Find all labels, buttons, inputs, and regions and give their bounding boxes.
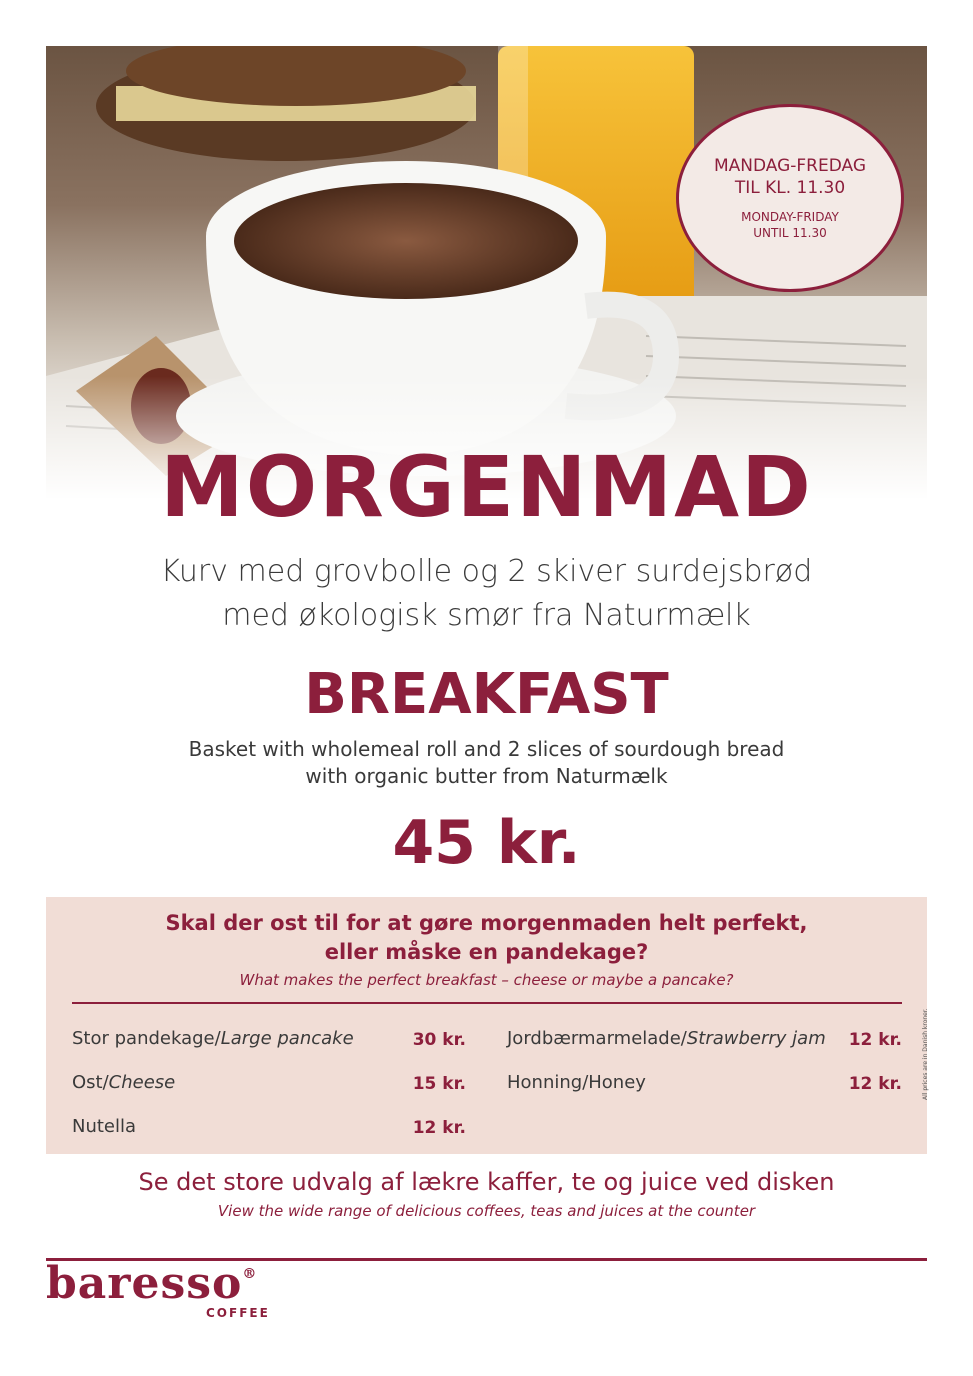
description-da-line2: med økologisk smør fra Naturmælk <box>222 598 751 633</box>
footer-en: View the wide range of delicious coffees, teas and juices at the counter <box>217 1202 756 1220</box>
extra-item-price: 12 kr. <box>848 1030 902 1050</box>
description-en-line1: Basket with wholemeal roll and 2 slices of sourdough bread <box>188 737 785 761</box>
extras-question-da-line2: eller måske en pandekage? <box>324 940 649 964</box>
description-en <box>0 736 973 790</box>
extra-item-honey <box>507 1072 646 1093</box>
extras-panel <box>46 897 927 1154</box>
description-da <box>0 550 973 638</box>
extra-item-name-da: Ost/ <box>72 1072 109 1093</box>
extras-question-da-line1: Skal der ost til for at gøre morgenmaden helt perfekt, <box>165 911 808 935</box>
hours-en-line2: UNTIL 11.30 <box>753 226 827 240</box>
extra-item-price: 15 kr. <box>412 1074 466 1094</box>
hours-da-line2: TIL KL. 11.30 <box>734 178 846 198</box>
extra-item-name-en: Large pancake <box>220 1028 354 1049</box>
extra-item-name-da: Honning/Honey <box>507 1072 646 1093</box>
extra-item-name-en: Strawberry jam <box>686 1028 826 1049</box>
hours-badge <box>676 104 904 292</box>
extra-item-price: 30 kr. <box>412 1030 466 1050</box>
price: 45 kr. <box>392 808 581 878</box>
hours-da-line1: MANDAG-FREDAG <box>713 156 867 176</box>
headline-da: MORGENMAD <box>160 438 813 536</box>
logo-wordmark: baresso <box>46 1258 243 1309</box>
registered-mark: ® <box>242 1266 258 1282</box>
footer-da: Se det store udvalg af lækre kaffer, te og juice ved disken <box>138 1168 835 1196</box>
extra-item-name-da: Jordbærmarmelade/ <box>507 1028 687 1049</box>
extras-question-en: What makes the perfect breakfast – cheese or maybe a pancake? <box>239 971 734 989</box>
baresso-logo <box>46 1258 257 1309</box>
extra-item-cheese <box>72 1072 175 1093</box>
description-en-line2: with organic butter from Naturmælk <box>305 764 668 788</box>
logo-subtitle: COFFEE <box>206 1306 270 1320</box>
extra-item-pancake <box>72 1028 354 1049</box>
extra-item-name-en: Cheese <box>108 1072 176 1093</box>
description-da-line1: Kurv med grovbolle og 2 skiver surdejsbrød <box>160 554 813 589</box>
extra-item-name-da: Stor pandekage/ <box>72 1028 221 1049</box>
extra-item-price: 12 kr. <box>412 1118 466 1138</box>
hours-en-line1: MONDAY-FRIDAY <box>741 210 839 224</box>
extra-item-name-da: Nutella <box>72 1116 137 1137</box>
extras-question-da <box>46 909 927 967</box>
currency-note: All prices are in Danish kroner. <box>922 1008 929 1100</box>
extra-item-price: 12 kr. <box>848 1074 902 1094</box>
extra-item-nutella <box>72 1116 136 1137</box>
divider <box>72 1002 902 1004</box>
headline-en: BREAKFAST <box>304 662 669 727</box>
extra-item-jam <box>507 1028 826 1049</box>
